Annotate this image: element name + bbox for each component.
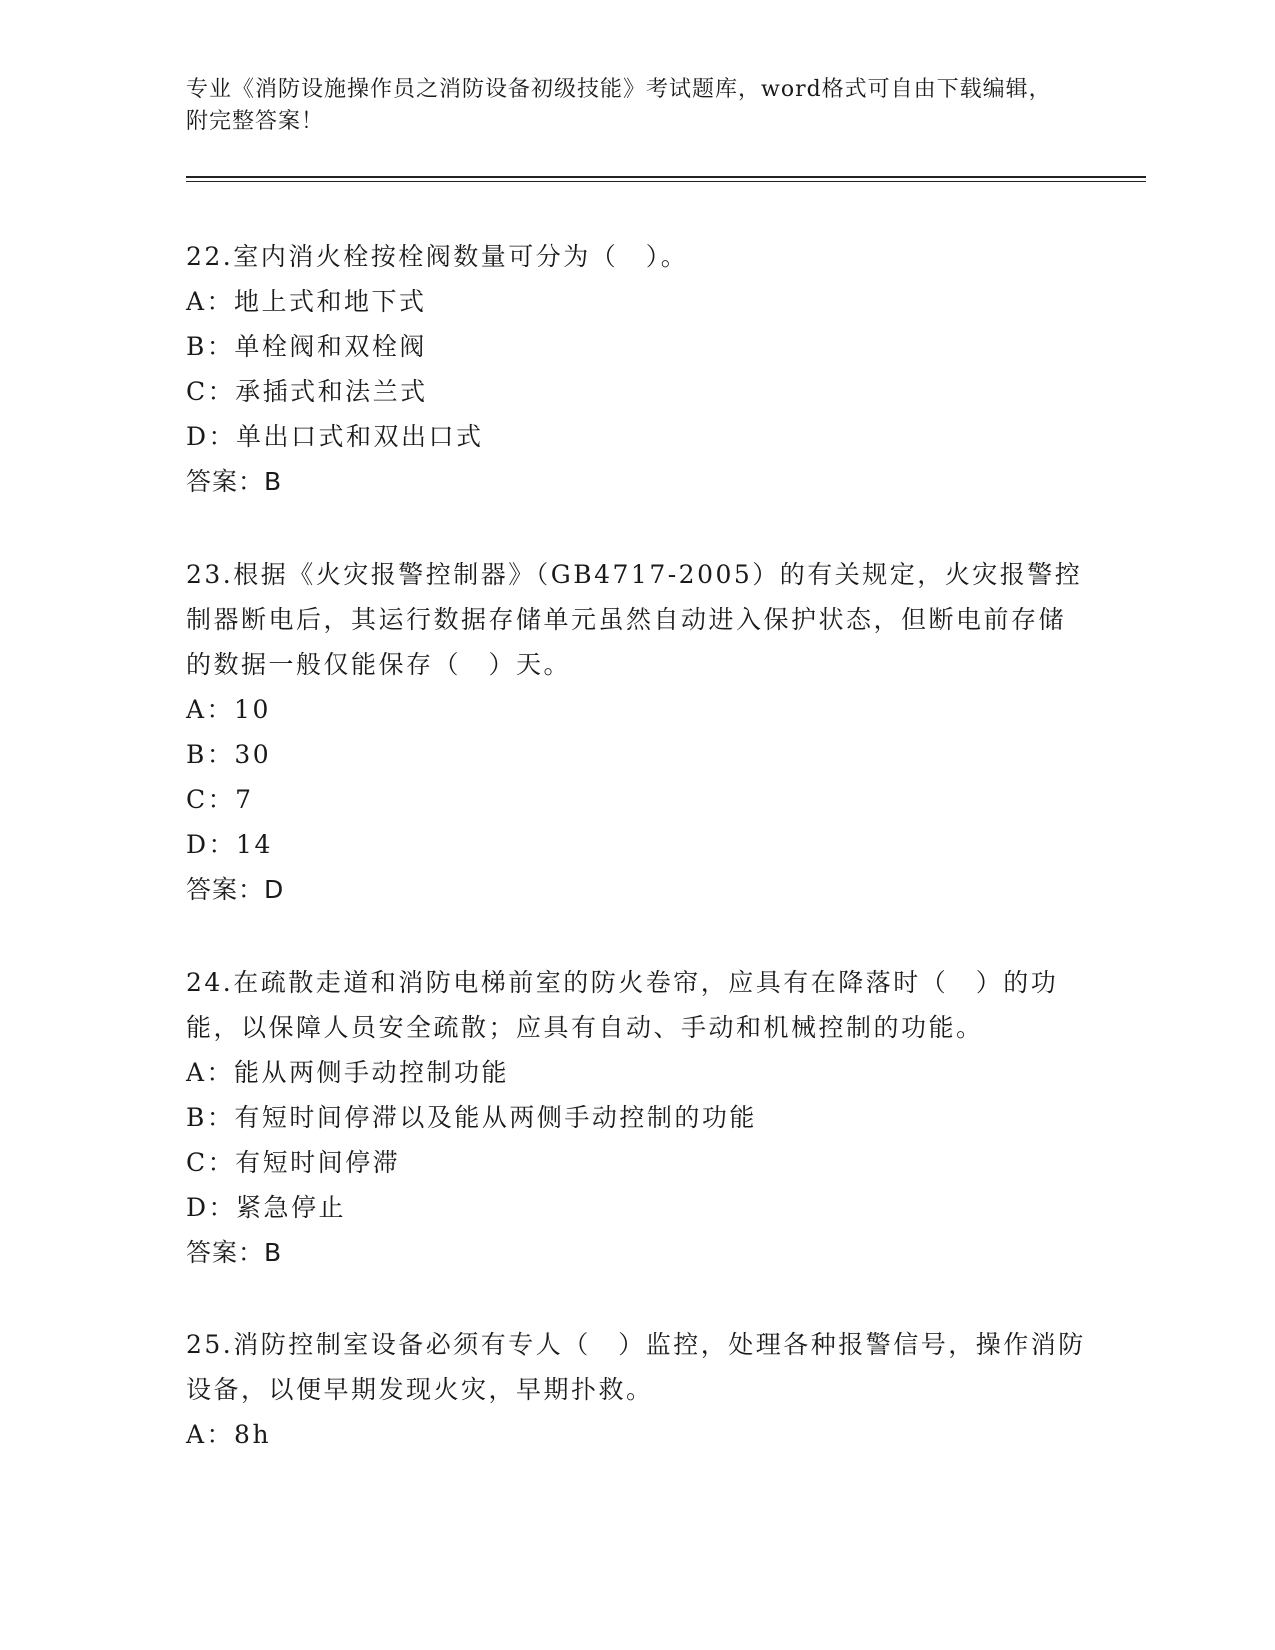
option-d: D：紧急停止	[186, 1193, 347, 1222]
option-c: C：7	[186, 785, 254, 814]
question-25	[186, 1322, 1086, 1457]
question-22	[186, 234, 1086, 504]
option-a: A：8h	[186, 1420, 272, 1449]
option-c: C：承插式和法兰式	[186, 377, 428, 406]
question-stem: 25.消防控制室设备必须有专人（ ）监控，处理各种报警信号，操作消防设备，以便早期发现火灾，早期扑救。	[186, 1330, 1086, 1404]
option-b: B：有短时间停滞以及能从两侧手动控制的功能	[186, 1103, 757, 1132]
question-24	[186, 960, 1086, 1275]
question-stem: 23.根据《火灾报警控制器》（GB4717-2005）的有关规定，火灾报警控制器断电后，其运行数据存储单元虽然自动进入保护状态，但断电前存储的数据一般仅能保存（ ）天。	[186, 560, 1083, 679]
answer: 答案：B	[186, 467, 283, 496]
header-divider-thick	[186, 176, 1146, 178]
answer: 答案：D	[186, 875, 285, 904]
option-a: A：10	[186, 695, 271, 724]
option-a: A：地上式和地下式	[186, 287, 427, 316]
question-stem: 24.在疏散走道和消防电梯前室的防火卷帘，应具有在降落时（ ）的功能，以保障人员安全疏散；应具有自动、手动和机械控制的功能。	[186, 968, 1059, 1042]
header-divider-thin	[186, 181, 1146, 182]
option-c: C：有短时间停滞	[186, 1148, 401, 1177]
document-header: 专业《消防设施操作员之消防设备初级技能》考试题库，word格式可自由下载编辑，附完整答案！	[186, 77, 1052, 134]
question-stem: 22.室内消火栓按栓阀数量可分为（ ）。	[186, 242, 689, 271]
question-23	[186, 552, 1086, 912]
option-d: D：14	[186, 830, 273, 859]
option-b: B：单栓阀和双栓阀	[186, 332, 427, 361]
option-a: A：能从两侧手动控制功能	[186, 1058, 510, 1087]
option-b: B：30	[186, 740, 272, 769]
option-d: D：单出口式和双出口式	[186, 422, 484, 451]
answer: 答案：B	[186, 1238, 283, 1267]
